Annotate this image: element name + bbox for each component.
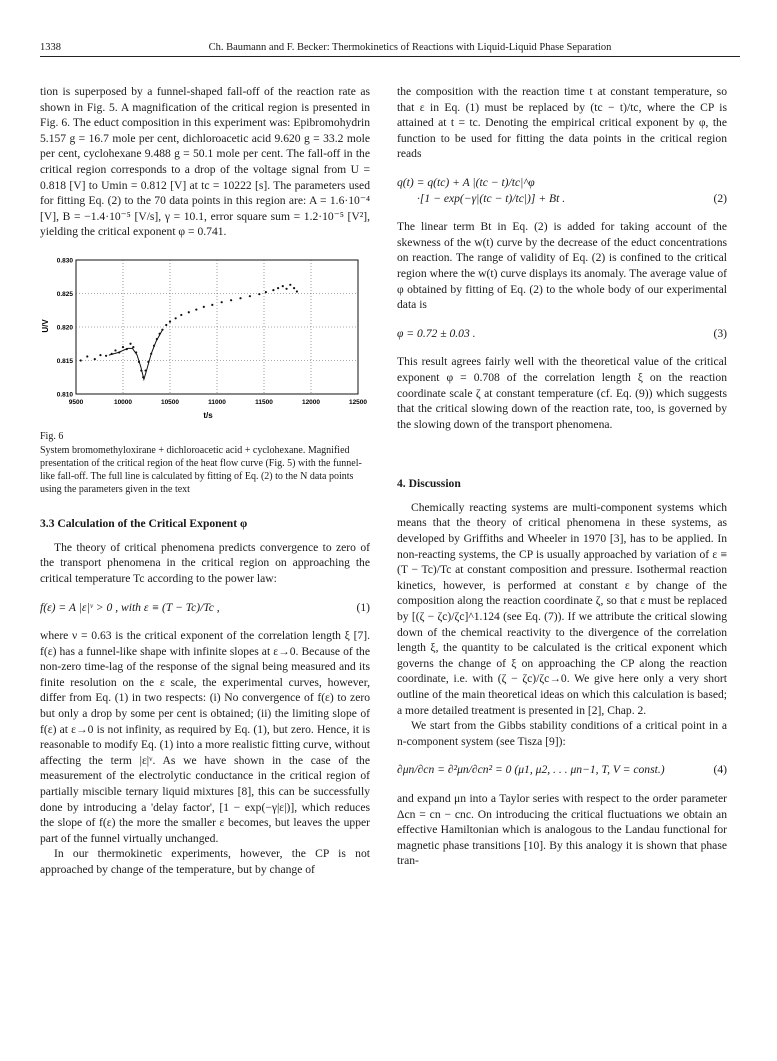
x-tick-label: 11000 (208, 398, 226, 406)
fit-curve-group (109, 330, 163, 380)
data-point (293, 287, 295, 289)
equation-number: (2) (713, 191, 727, 205)
x-tick-label: 10500 (160, 398, 180, 406)
fig6-chart (40, 254, 370, 422)
data-point (180, 314, 182, 316)
equation-1 (40, 600, 370, 616)
data-points (80, 284, 298, 379)
figure-6 (40, 254, 370, 496)
paragraph: Chemically reacting systems are multi-component systems which means that the theory of critical phenomena in these systems, as developed by Griffiths and Wheeler in 1970 [3], has to be applied. In non-reacting systems, the CP is usually approached by variation of ε ≡ (T − Tc)/Tc at constant composition and pressure. Isothermal reaction kinetics, however, is performed at constant ε by change of the composition along the reaction coordinate ζ, so that ε must be replaced by [(ζ − ζc)/ζc]^1.124 (see Eq. (7)). If we attribute the critical slowing down of the chemical reactivity to the divergence of the correlation length ξ, the quantity to be calculated is the critical exponent which governs the change of ξ on approaching the CP along the reaction coordinate, i.e. with (ζ − ζc)/ζc→0. We give here only a very short outline of the main theoretical ideas on which this calculation is based; a more detailed treatment is presented in [2], Chap. 2. (397, 500, 727, 717)
left-column (40, 84, 370, 878)
data-point (239, 297, 241, 299)
data-point (277, 287, 279, 289)
data-point (114, 349, 116, 351)
x-tick-label: 12000 (301, 398, 321, 406)
equation-2 (397, 175, 727, 206)
x-tick-label: 9500 (68, 398, 84, 406)
data-point (265, 291, 267, 293)
data-point (221, 301, 223, 303)
paragraph: the composition with the reaction time t at constant temperature, so that ε in Eq. (1) must be replaced by (tc − t)/tc, where the CP is attained at t = tc. Denoting the empirical critical exponent by φ, the function to be used for fitting the data points in the critical region reads (397, 85, 727, 161)
data-point (203, 306, 205, 308)
equation-number: (4) (713, 763, 727, 777)
figure-caption: System bromomethyloxirane + dichloroacetic acid + cyclohexane. Magnified presentation of the critical region of the heat flow curve (Fig. 5) with the funnel-like fall-off. The full line is calculated by fitting of Eq. (2) to the N data points using the parameters given in the text (40, 445, 362, 496)
y-tick-label: 0.810 (56, 391, 73, 399)
equation-body: φ = 0.72 ± 0.03 . (397, 326, 476, 340)
data-point (249, 295, 251, 297)
equation-number: (1) (356, 600, 370, 614)
x-tick-label: 12500 (348, 398, 368, 406)
paragraph: tion is superposed by a funnel-shaped fall-off of the reaction rate as shown in Fig. 5. A magnification of the critical region is presented in Fig. 6. The educt composition in this experiment was: Epibromohydrin 5.157 g = 16.7 mole per cent, dichloroacetic acid 9.620 g = 33.2 mole per cent, cyclohexane 9.488 g = 50.1 mole per cent. The fall-off in the critical region corresponds to a drop of the voltage signal from U = 0.818 [V] to Umin = 0.812 [V] at tc = 10222 [s]. The parameters used for fitting Eq. (2) to the 70 data points in this region are: A = 1.6·10⁻⁴ [V], B = −1.4·10⁻⁵ [V/s], γ = 10.1, error square sum = 1.2·10⁻⁵ [V²], yielding the critical exponent φ = 0.741. (40, 85, 370, 239)
data-point (282, 285, 284, 287)
right-column (397, 84, 727, 869)
x-tick-label: 11500 (255, 398, 273, 406)
data-point (122, 346, 124, 348)
data-point (211, 304, 213, 306)
data-point (289, 284, 291, 286)
data-point (296, 290, 298, 292)
equation-3 (397, 326, 727, 342)
equation-body-line1: q(t) = q(tc) + A |(tc − t)/tc|^φ (397, 175, 535, 189)
equation-body: f(ε) = A |ε|ᵛ > 0 , with ε ≡ (T − Tc)/Tc , (40, 600, 220, 614)
data-point (272, 289, 274, 291)
data-point (285, 288, 287, 290)
page-number: 1338 (40, 42, 61, 53)
running-header (40, 42, 740, 57)
y-tick-label: 0.820 (56, 324, 73, 332)
x-tick-label: 10000 (113, 398, 133, 406)
paragraph: We start from the Gibbs stability conditions of a critical point in a n-component system (see Tisza [9]): (397, 719, 727, 748)
data-point (188, 311, 190, 313)
paragraph: This result agrees fairly well with the theoretical value of the critical exponent φ = 0.708 of the correlation length ξ on the reaction coordinate scale ζ at constant temperature (cf. Eq. (9)) which suggests that the critical slowing down of the reaction rate, too, is governed by the slowing down of the transport phenomena. (397, 355, 727, 431)
y-tick-label: 0.830 (56, 257, 73, 265)
running-title: Ch. Baumann and F. Becker: Thermokinetics of Reactions with Liquid-Liquid Phase Separation (208, 42, 612, 53)
gridlines (76, 260, 358, 394)
data-point (230, 299, 232, 301)
section-heading-3-3: 3.3 Calculation of the Critical Exponent φ (40, 517, 248, 531)
data-point (99, 354, 101, 356)
paragraph: where ν = 0.63 is the critical exponent of the correlation length ξ [7]. f(ε) has a funnel-like shape with infinite slopes at ε→0. Because of the non-zero time-lag of the response of the signal being measured and its finite resolution on the ε scale, the experimental curves, however, differ from Eq. (1) in two respects: (i) No convergence of f(ε) to zero but only a drop by some per cent is obtained; (ii) the limiting slope of f(ε) at ε→0 is not infinity, as required by Eq. (1), but zero. Hence, it is reasonable to modify Eq. (1) into a more realistic fitting curve, without affecting the term |ε|ᵛ. As we have shown in the case of the measurement of the electrolytic conductance in the critical region of partially miscible ternary liquid mixtures [8], this can be successfully done by introducing a 'delay factor', [1 − exp(−γ|ε|)], which reduces the slope of f(ε) the more the smaller ε becomes, but leaves the upper part of the funnel virtually unchanged. (40, 629, 370, 845)
data-point (129, 343, 131, 345)
paragraph: The linear term Bt in Eq. (2) is added for taking account of the skewness of the w(t) curve by the decrease of the educt concentrations on reaction. The range of validity of Eq. (2) is confined to the critical region where the w(t) curve displays its anomaly. The average value of φ obtained by fitting of Eq. (2) to the whole body of our experimental data is (397, 220, 727, 312)
y-axis-label: U/V (41, 319, 50, 333)
paragraph: In our thermokinetic experiments, however, the CP is not approached by change of the temperature, but by change of (40, 847, 370, 876)
data-point (132, 346, 134, 348)
equation-body-line2: ·[1 − exp(−γ|(tc − t)/tc|)] + Bt . (417, 191, 566, 205)
data-point (169, 320, 171, 322)
data-point (86, 355, 88, 357)
data-point (80, 359, 82, 361)
data-point (94, 358, 96, 360)
paragraph: The theory of critical phenomena predicts convergence to zero of the transport phenomena in the critical region on approaching the critical temperature Tc according to the power law: (40, 540, 370, 585)
data-point (175, 317, 177, 319)
section-heading-4: 4. Discussion (397, 477, 461, 491)
equation-number: (3) (713, 326, 727, 340)
tick-labels (57, 257, 368, 406)
data-point (258, 293, 260, 295)
data-point (165, 324, 167, 326)
x-axis-label: t/s (203, 410, 213, 420)
paragraph: and expand μn into a Taylor series with respect to the order parameter Δcn = cn − cnc. On introducing the critical fluctuations we obtain an effective Hamiltonian which is analogous to the Landau functional for magnetic phase transitions [10]. By this analogy it is shown that phase tran- (397, 791, 727, 868)
fit-curve (109, 330, 163, 380)
data-point (105, 355, 107, 357)
equation-4 (397, 762, 727, 778)
equation-body: ∂μn/∂cn = ∂²μn/∂cn² = 0 (μ1, μ2, . . . μn−1, T, V = const.) (397, 763, 665, 777)
y-tick-label: 0.825 (56, 290, 73, 298)
y-tick-label: 0.815 (56, 357, 73, 365)
data-point (195, 308, 197, 310)
figure-label: Fig. 6 (40, 430, 64, 442)
